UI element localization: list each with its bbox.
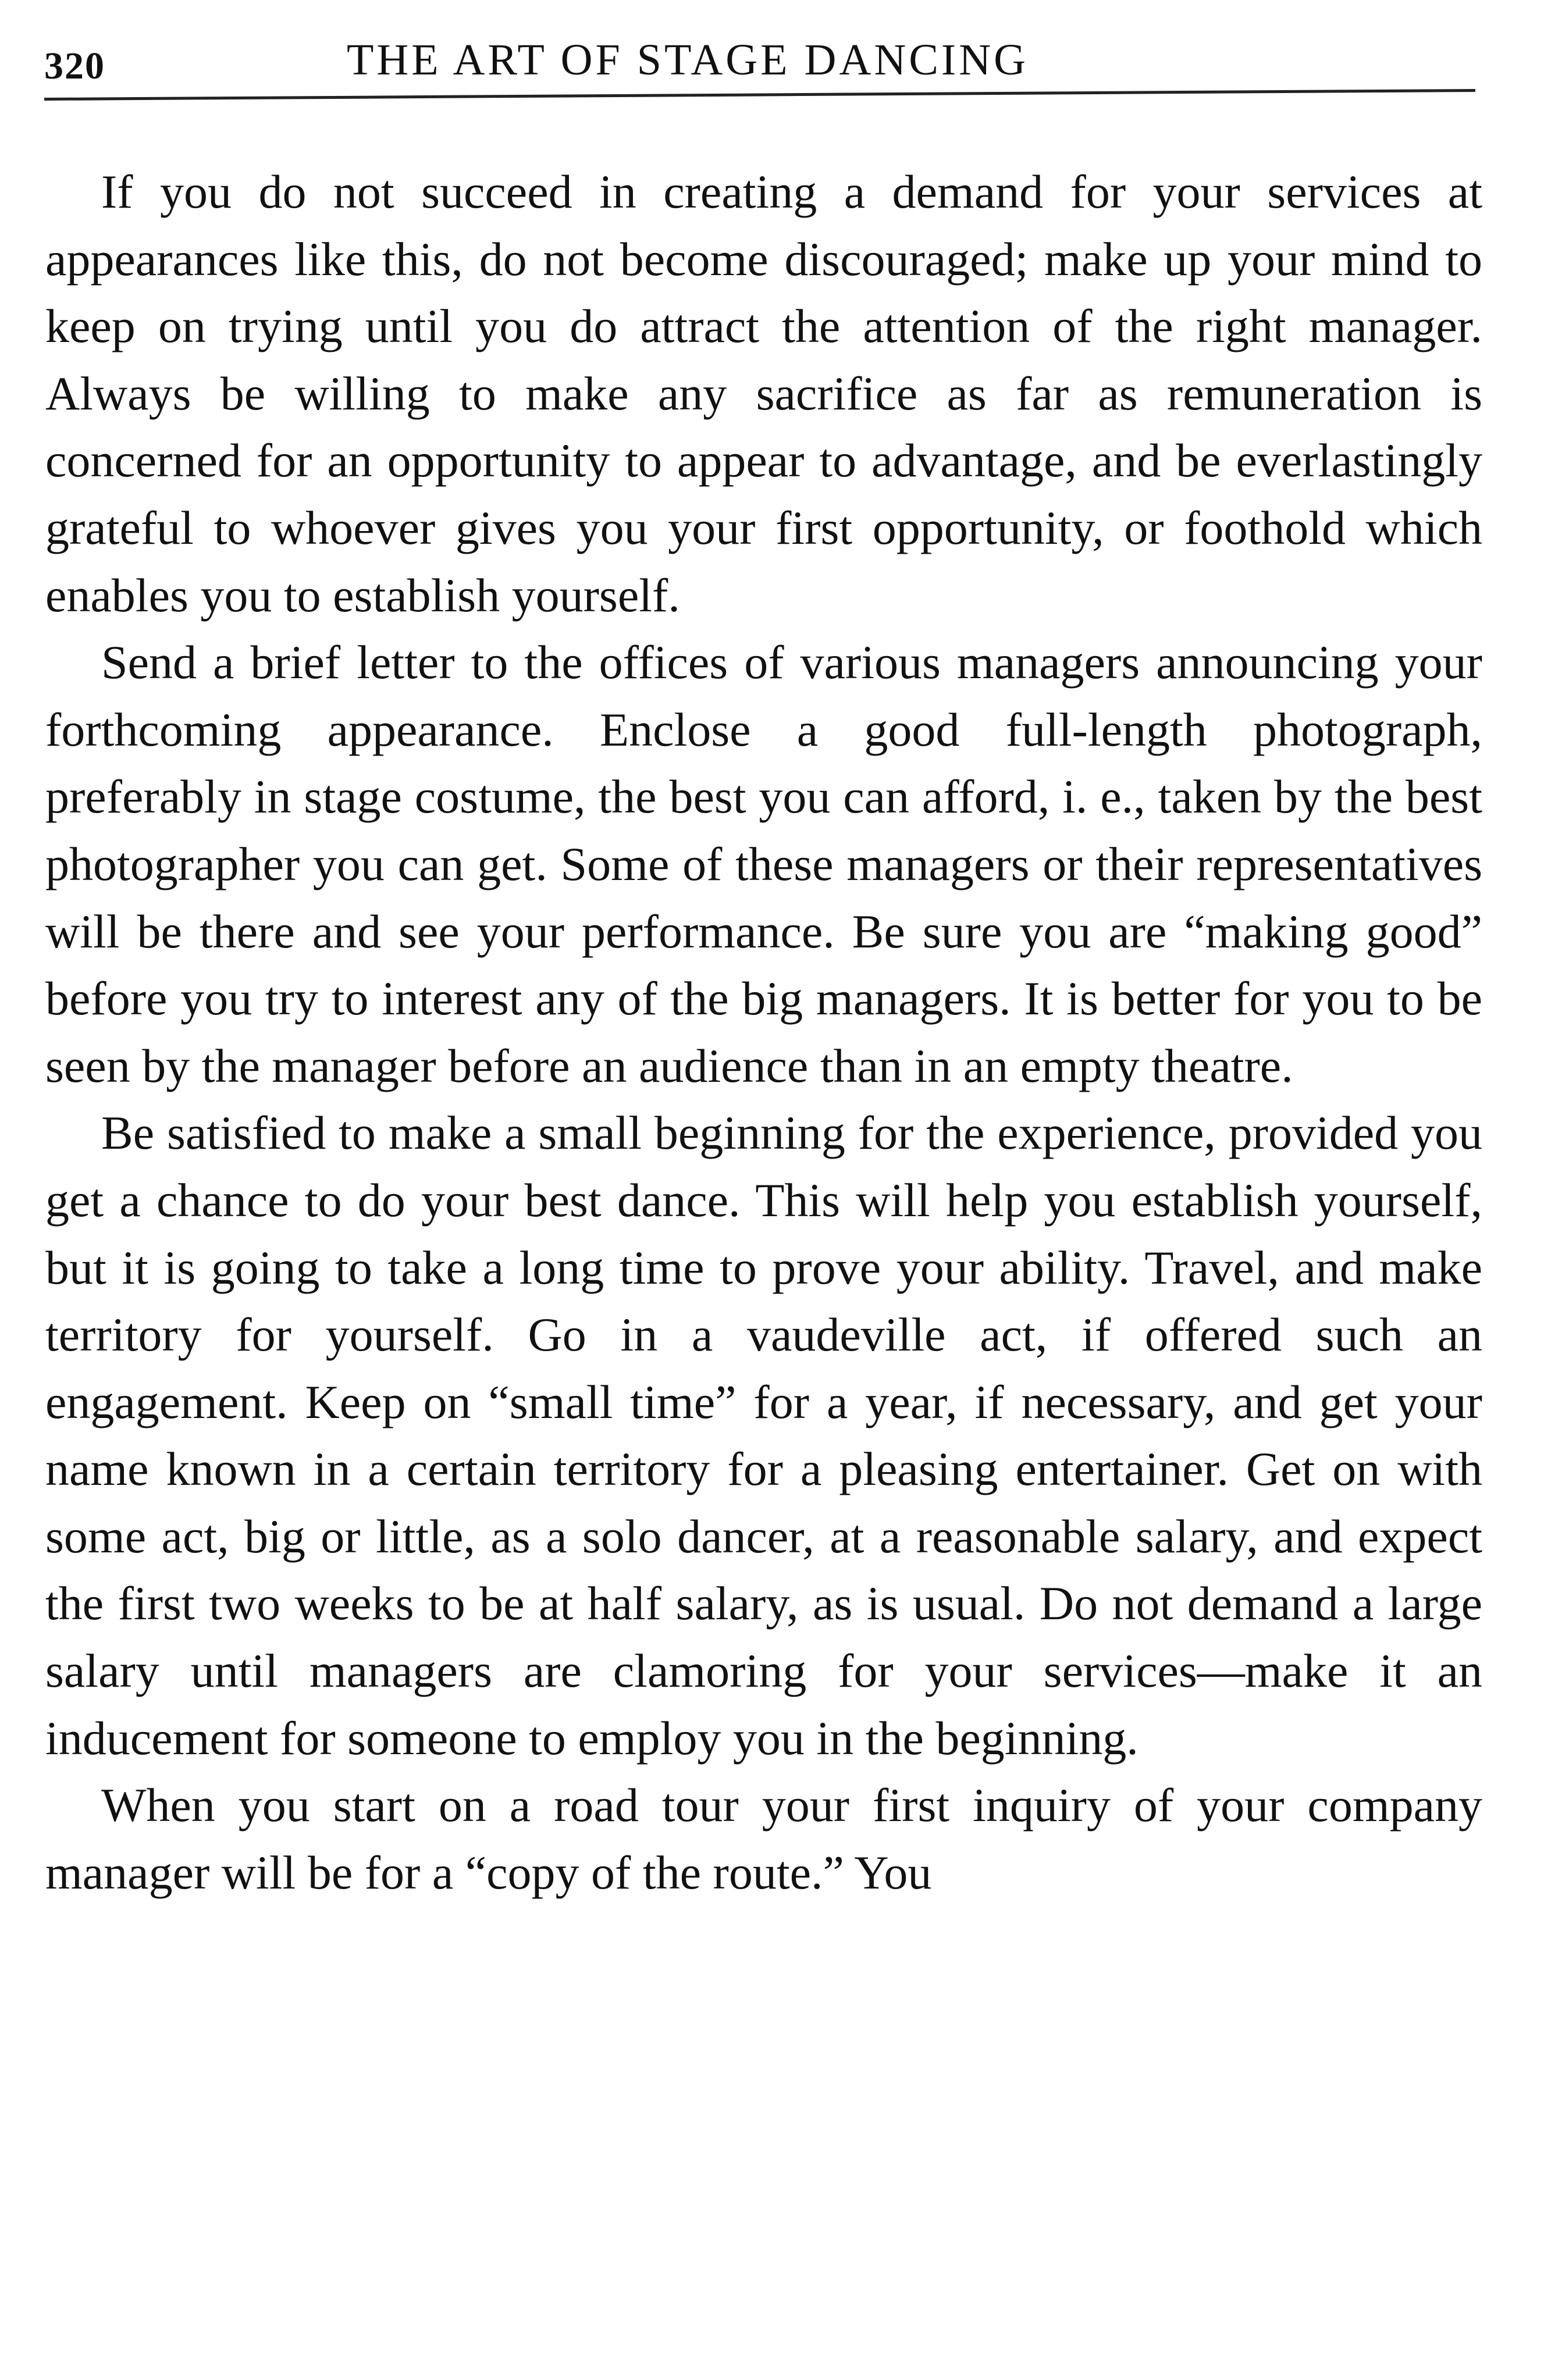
page-header <box>44 23 1481 87</box>
header-rule <box>44 89 1475 101</box>
page-number: 320 <box>44 45 105 87</box>
running-head: THE ART OF STAGE DANCING <box>347 35 1029 84</box>
paragraph: Send a brief letter to the offices of various managers announcing your forthcoming appearance. Enclose a good full-length photograph, preferably in stage costume, the best you can afford, i. e., taken by the best photographer you can get. Some of these managers or their representatives will be there and see your performance. Be sure you are “making good” before you try to interest any of the big managers. It is better for you to be seen by the manager before an audience than in an empty theatre. <box>45 636 1482 1092</box>
body-text <box>45 158 1482 1906</box>
paragraph: Be satisfied to make a small beginning for the experience, provided you get a chance to do your best dance. This will help you establish yourself, but it is going to take a long time to prove your ability. Travel, and make territory for yourself. Go in a vaudeville act, if offered such an engagement. Keep on “small time” for a year, if necessary, and get your name known in a certain territory for a pleasing entertainer. Get on with some act, big or little, as a solo dancer, at a reasonable salary, and expect the first two weeks to be at half salary, as is usual. Do not demand a large salary until managers are clamoring for your services—make it an inducement for someone to employ you in the beginning. <box>45 1106 1482 1765</box>
paragraph: If you do not succeed in creating a demand for your services at appearances like this, do not become discouraged; make up your mind to keep on trying until you do attract the attention of the right manager. Always be willing to make any sacrifice as far as remuneration is concerned for an opportunity to appear to advantage, and be everlastingly grateful to whoever gives you your first opportunity, or foothold which enables you to establish yourself. <box>45 165 1482 622</box>
paragraph: When you start on a road tour your first inquiry of your company manager will be for a “copy of the route.” You <box>45 1779 1482 1899</box>
